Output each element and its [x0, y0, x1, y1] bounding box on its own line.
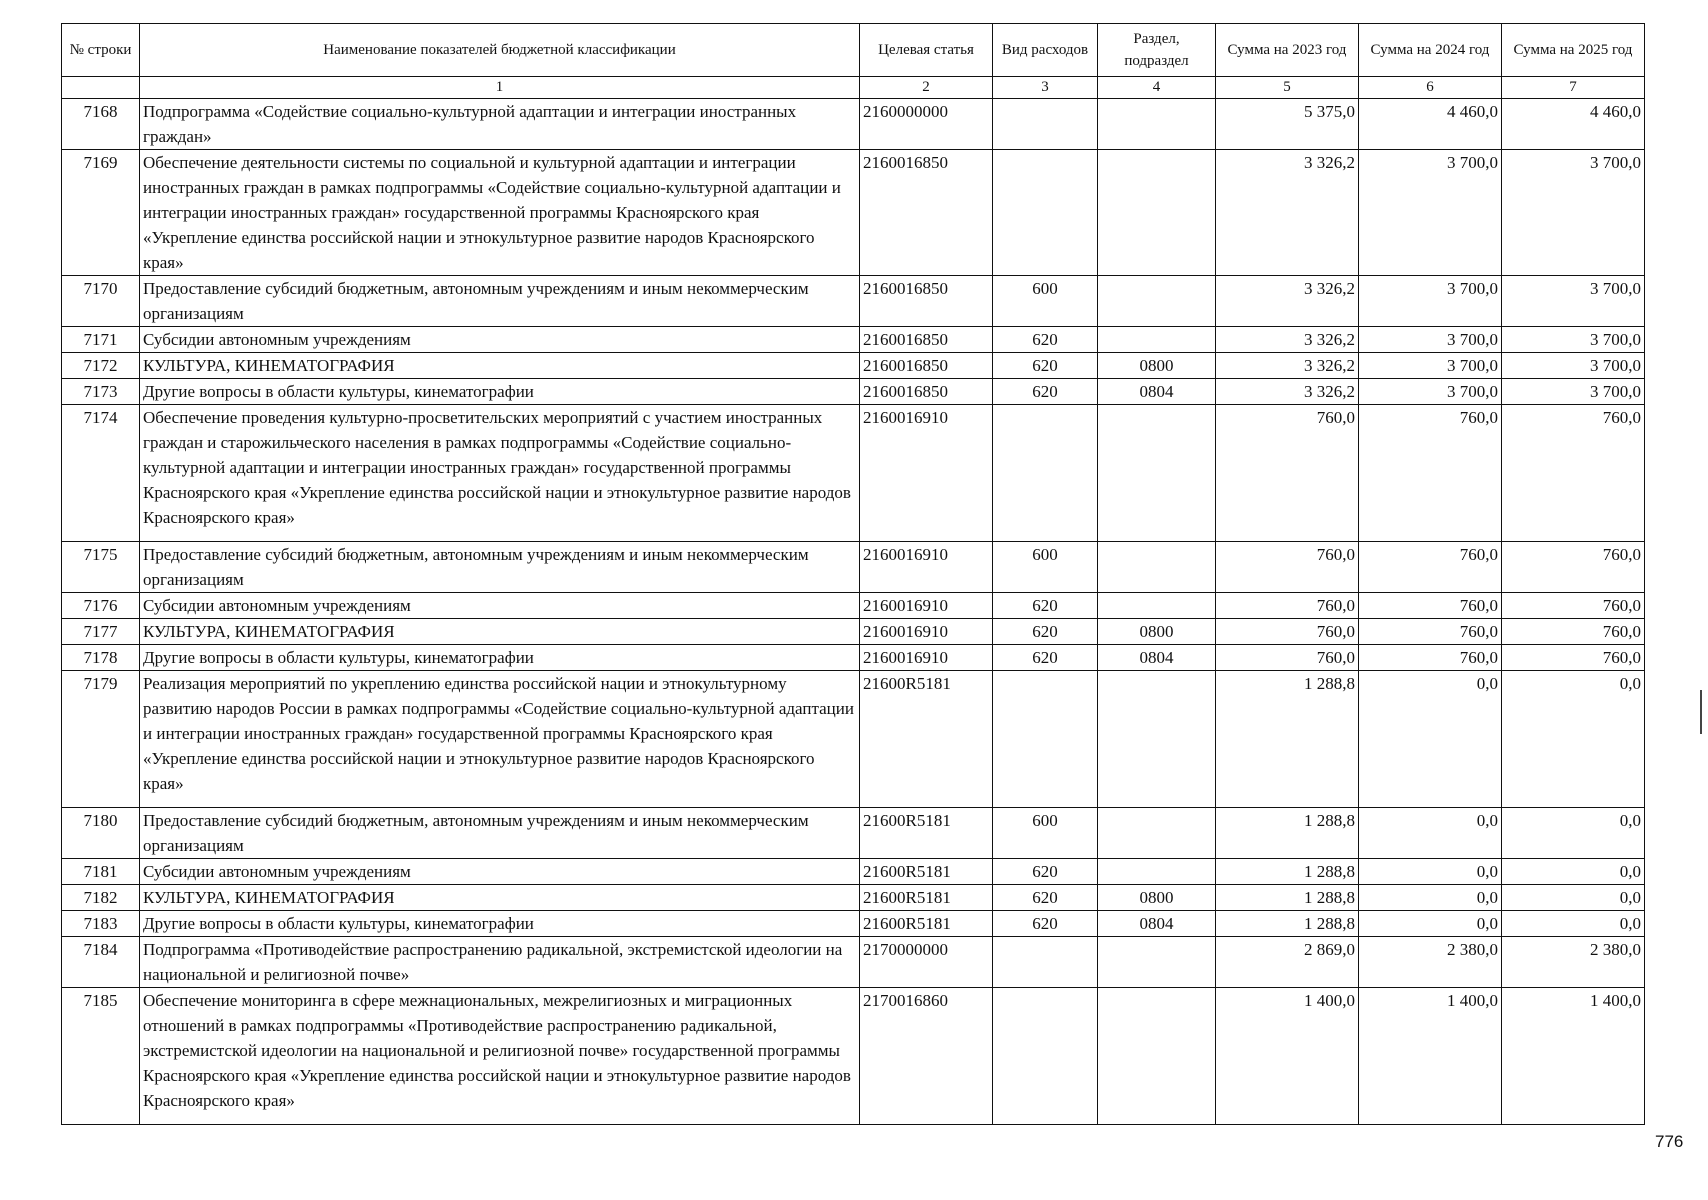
- amount-2025: 1 400,0: [1502, 988, 1645, 1125]
- indicator-name: Субсидии автономным учреждениям: [140, 859, 860, 885]
- table-row: [62, 99, 1645, 150]
- amount-2025: 3 700,0: [1502, 353, 1645, 379]
- expense-type: [993, 937, 1098, 988]
- amount-2025: 3 700,0: [1502, 327, 1645, 353]
- header-row-no: № строки: [62, 24, 140, 77]
- amount-2024: 1 400,0: [1359, 988, 1502, 1125]
- amount-2023: 1 400,0: [1216, 988, 1359, 1125]
- amount-2023: 760,0: [1216, 593, 1359, 619]
- amount-2025: 3 700,0: [1502, 276, 1645, 327]
- row-number: 7173: [62, 379, 140, 405]
- target-article: 2160016910: [860, 645, 993, 671]
- amount-2025: 0,0: [1502, 911, 1645, 937]
- column-number: 5: [1216, 77, 1359, 99]
- column-number: 2: [860, 77, 993, 99]
- expense-type: 620: [993, 593, 1098, 619]
- column-number-row: [62, 77, 1645, 99]
- row-number: 7178: [62, 645, 140, 671]
- table-row: [62, 379, 1645, 405]
- column-number: 6: [1359, 77, 1502, 99]
- indicator-name: Предоставление субсидий бюджетным, автономным учреждениям и иным некоммерческим организациям: [140, 542, 860, 593]
- section-code: [1098, 671, 1216, 808]
- indicator-name: Субсидии автономным учреждениям: [140, 327, 860, 353]
- budget-table: [61, 23, 1645, 1125]
- amount-2023: 760,0: [1216, 645, 1359, 671]
- column-number: 1: [140, 77, 860, 99]
- target-article: 21600R5181: [860, 808, 993, 859]
- amount-2025: 0,0: [1502, 859, 1645, 885]
- row-number: 7181: [62, 859, 140, 885]
- section-code: 0804: [1098, 645, 1216, 671]
- target-article: 2160016850: [860, 276, 993, 327]
- expense-type: [993, 671, 1098, 808]
- section-code: [1098, 327, 1216, 353]
- table-row: [62, 327, 1645, 353]
- row-number: 7182: [62, 885, 140, 911]
- table-row: [62, 885, 1645, 911]
- target-article: 2160000000: [860, 99, 993, 150]
- expense-type: 600: [993, 276, 1098, 327]
- amount-2024: 760,0: [1359, 645, 1502, 671]
- row-number: 7169: [62, 150, 140, 276]
- table-row: [62, 808, 1645, 859]
- amount-2024: 3 700,0: [1359, 276, 1502, 327]
- indicator-name: Предоставление субсидий бюджетным, автономным учреждениям и иным некоммерческим организациям: [140, 276, 860, 327]
- table-row: [62, 405, 1645, 542]
- table-body: [62, 99, 1645, 1125]
- section-code: [1098, 276, 1216, 327]
- indicator-name: Другие вопросы в области культуры, кинематографии: [140, 911, 860, 937]
- indicator-name: Реализация мероприятий по укреплению единства российской нации и этнокультурному развитию народов России в рамках подпрограммы «Содействие социально-культурной адаптации и интеграции иностранных граждан» государственной программы Красноярского края «Укрепление единства российской нации и этнокультурное развитие народов Красноярского края»: [140, 671, 860, 808]
- amount-2024: 3 700,0: [1359, 353, 1502, 379]
- header-name: Наименование показателей бюджетной классификации: [140, 24, 860, 77]
- table-row: [62, 671, 1645, 808]
- amount-2023: 2 869,0: [1216, 937, 1359, 988]
- header-sum-2023: Сумма на 2023 год: [1216, 24, 1359, 77]
- amount-2025: 760,0: [1502, 405, 1645, 542]
- row-number: 7170: [62, 276, 140, 327]
- indicator-name: Подпрограмма «Противодействие распространению радикальной, экстремистской идеологии на национальной и религиозной почве»: [140, 937, 860, 988]
- row-number: 7184: [62, 937, 140, 988]
- amount-2025: 0,0: [1502, 808, 1645, 859]
- amount-2025: 3 700,0: [1502, 150, 1645, 276]
- header-sum-2025: Сумма на 2025 год: [1502, 24, 1645, 77]
- section-code: 0800: [1098, 353, 1216, 379]
- section-code: [1098, 542, 1216, 593]
- amount-2024: 4 460,0: [1359, 99, 1502, 150]
- column-number: 7: [1502, 77, 1645, 99]
- table-row: [62, 593, 1645, 619]
- target-article: 21600R5181: [860, 885, 993, 911]
- amount-2024: 3 700,0: [1359, 150, 1502, 276]
- table-row: [62, 937, 1645, 988]
- amount-2024: 0,0: [1359, 885, 1502, 911]
- target-article: 2160016850: [860, 327, 993, 353]
- row-number: 7179: [62, 671, 140, 808]
- row-number: 7185: [62, 988, 140, 1125]
- column-number: 4: [1098, 77, 1216, 99]
- indicator-name: КУЛЬТУРА, КИНЕМАТОГРАФИЯ: [140, 619, 860, 645]
- amount-2025: 760,0: [1502, 593, 1645, 619]
- amount-2023: 1 288,8: [1216, 808, 1359, 859]
- indicator-name: КУЛЬТУРА, КИНЕМАТОГРАФИЯ: [140, 885, 860, 911]
- section-code: 0800: [1098, 885, 1216, 911]
- section-code: 0804: [1098, 379, 1216, 405]
- table-row: [62, 542, 1645, 593]
- amount-2024: 760,0: [1359, 619, 1502, 645]
- amount-2025: 760,0: [1502, 542, 1645, 593]
- expense-type: [993, 405, 1098, 542]
- indicator-name: Обеспечение проведения культурно-просветительских мероприятий с участием иностранных граждан и старожильческого населения в рамках подпрограммы «Содействие социально-культурной адаптации и интеграции иностранных граждан» государственной программы Красноярского края «Укрепление единства российской нации и этнокультурное развитие народов Красноярского края»: [140, 405, 860, 542]
- target-article: 2160016910: [860, 619, 993, 645]
- section-code: [1098, 937, 1216, 988]
- row-number: 7168: [62, 99, 140, 150]
- row-number: 7171: [62, 327, 140, 353]
- row-number: 7183: [62, 911, 140, 937]
- amount-2023: 1 288,8: [1216, 911, 1359, 937]
- amount-2024: 0,0: [1359, 859, 1502, 885]
- section-code: [1098, 593, 1216, 619]
- table-header: [62, 24, 1645, 99]
- table-row: [62, 911, 1645, 937]
- column-number: [62, 77, 140, 99]
- expense-type: 620: [993, 885, 1098, 911]
- amount-2023: 3 326,2: [1216, 353, 1359, 379]
- target-article: 21600R5181: [860, 671, 993, 808]
- amount-2023: 760,0: [1216, 542, 1359, 593]
- target-article: 2160016850: [860, 353, 993, 379]
- amount-2023: 3 326,2: [1216, 327, 1359, 353]
- row-number: 7177: [62, 619, 140, 645]
- row-number: 7172: [62, 353, 140, 379]
- indicator-name: КУЛЬТУРА, КИНЕМАТОГРАФИЯ: [140, 353, 860, 379]
- amount-2025: 760,0: [1502, 645, 1645, 671]
- target-article: 2160016850: [860, 150, 993, 276]
- row-number: 7175: [62, 542, 140, 593]
- amount-2025: 2 380,0: [1502, 937, 1645, 988]
- target-article: 21600R5181: [860, 911, 993, 937]
- amount-2023: 1 288,8: [1216, 859, 1359, 885]
- amount-2024: 3 700,0: [1359, 379, 1502, 405]
- amount-2025: 760,0: [1502, 619, 1645, 645]
- target-article: 2170016860: [860, 988, 993, 1125]
- expense-type: 600: [993, 542, 1098, 593]
- amount-2024: 0,0: [1359, 911, 1502, 937]
- table-row: [62, 645, 1645, 671]
- target-article: 2170000000: [860, 937, 993, 988]
- table-row: [62, 353, 1645, 379]
- table-row: [62, 150, 1645, 276]
- indicator-name: Другие вопросы в области культуры, кинематографии: [140, 379, 860, 405]
- row-number: 7180: [62, 808, 140, 859]
- indicator-name: Субсидии автономным учреждениям: [140, 593, 860, 619]
- table-row: [62, 276, 1645, 327]
- row-number: 7174: [62, 405, 140, 542]
- amount-2025: 0,0: [1502, 671, 1645, 808]
- indicator-name: Подпрограмма «Содействие социально-культурной адаптации и интеграции иностранных граждан»: [140, 99, 860, 150]
- amount-2025: 0,0: [1502, 885, 1645, 911]
- expense-type: 620: [993, 327, 1098, 353]
- amount-2023: 760,0: [1216, 619, 1359, 645]
- header-target: Целевая статья: [860, 24, 993, 77]
- table-row: [62, 859, 1645, 885]
- expense-type: 620: [993, 859, 1098, 885]
- amount-2023: 760,0: [1216, 405, 1359, 542]
- target-article: 2160016850: [860, 379, 993, 405]
- table-row: [62, 988, 1645, 1125]
- header-section: Раздел, подраздел: [1098, 24, 1216, 77]
- scan-artifact: [1700, 690, 1702, 734]
- amount-2023: 3 326,2: [1216, 276, 1359, 327]
- expense-type: [993, 150, 1098, 276]
- amount-2024: 3 700,0: [1359, 327, 1502, 353]
- section-code: [1098, 99, 1216, 150]
- amount-2023: 1 288,8: [1216, 885, 1359, 911]
- amount-2024: 2 380,0: [1359, 937, 1502, 988]
- section-code: 0800: [1098, 619, 1216, 645]
- table-row: [62, 619, 1645, 645]
- section-code: [1098, 405, 1216, 542]
- expense-type: 620: [993, 353, 1098, 379]
- amount-2023: 1 288,8: [1216, 671, 1359, 808]
- page-number: 776: [1655, 1132, 1684, 1151]
- amount-2024: 0,0: [1359, 808, 1502, 859]
- amount-2025: 4 460,0: [1502, 99, 1645, 150]
- expense-type: [993, 988, 1098, 1125]
- amount-2024: 760,0: [1359, 405, 1502, 542]
- section-code: [1098, 150, 1216, 276]
- row-number: 7176: [62, 593, 140, 619]
- indicator-name: Другие вопросы в области культуры, кинематографии: [140, 645, 860, 671]
- column-number: 3: [993, 77, 1098, 99]
- section-code: [1098, 808, 1216, 859]
- amount-2025: 3 700,0: [1502, 379, 1645, 405]
- target-article: 2160016910: [860, 405, 993, 542]
- target-article: 21600R5181: [860, 859, 993, 885]
- amount-2023: 3 326,2: [1216, 150, 1359, 276]
- amount-2024: 760,0: [1359, 593, 1502, 619]
- amount-2024: 760,0: [1359, 542, 1502, 593]
- expense-type: 600: [993, 808, 1098, 859]
- amount-2023: 3 326,2: [1216, 379, 1359, 405]
- indicator-name: Обеспечение деятельности системы по социальной и культурной адаптации и интеграции иностранных граждан в рамках подпрограммы «Содействие социально-культурной адаптации и интеграции иностранных граждан» государственной программы Красноярского края «Укрепление единства российской нации и этнокультурное развитие народов Красноярского края»: [140, 150, 860, 276]
- section-code: [1098, 859, 1216, 885]
- amount-2023: 5 375,0: [1216, 99, 1359, 150]
- header-sum-2024: Сумма на 2024 год: [1359, 24, 1502, 77]
- expense-type: 620: [993, 619, 1098, 645]
- target-article: 2160016910: [860, 542, 993, 593]
- header-row: [62, 24, 1645, 77]
- section-code: 0804: [1098, 911, 1216, 937]
- expense-type: 620: [993, 911, 1098, 937]
- indicator-name: Обеспечение мониторинга в сфере межнациональных, межрелигиозных и миграционных отношений в рамках подпрограммы «Противодействие распространению радикальной, экстремистской идеологии на национальной и религиозной почве» государственной программы Красноярского края «Укрепление единства российской нации и этнокультурное развитие народов Красноярского края»: [140, 988, 860, 1125]
- amount-2024: 0,0: [1359, 671, 1502, 808]
- header-expense-type: Вид расходов: [993, 24, 1098, 77]
- expense-type: 620: [993, 645, 1098, 671]
- expense-type: 620: [993, 379, 1098, 405]
- expense-type: [993, 99, 1098, 150]
- indicator-name: Предоставление субсидий бюджетным, автономным учреждениям и иным некоммерческим организациям: [140, 808, 860, 859]
- section-code: [1098, 988, 1216, 1125]
- target-article: 2160016910: [860, 593, 993, 619]
